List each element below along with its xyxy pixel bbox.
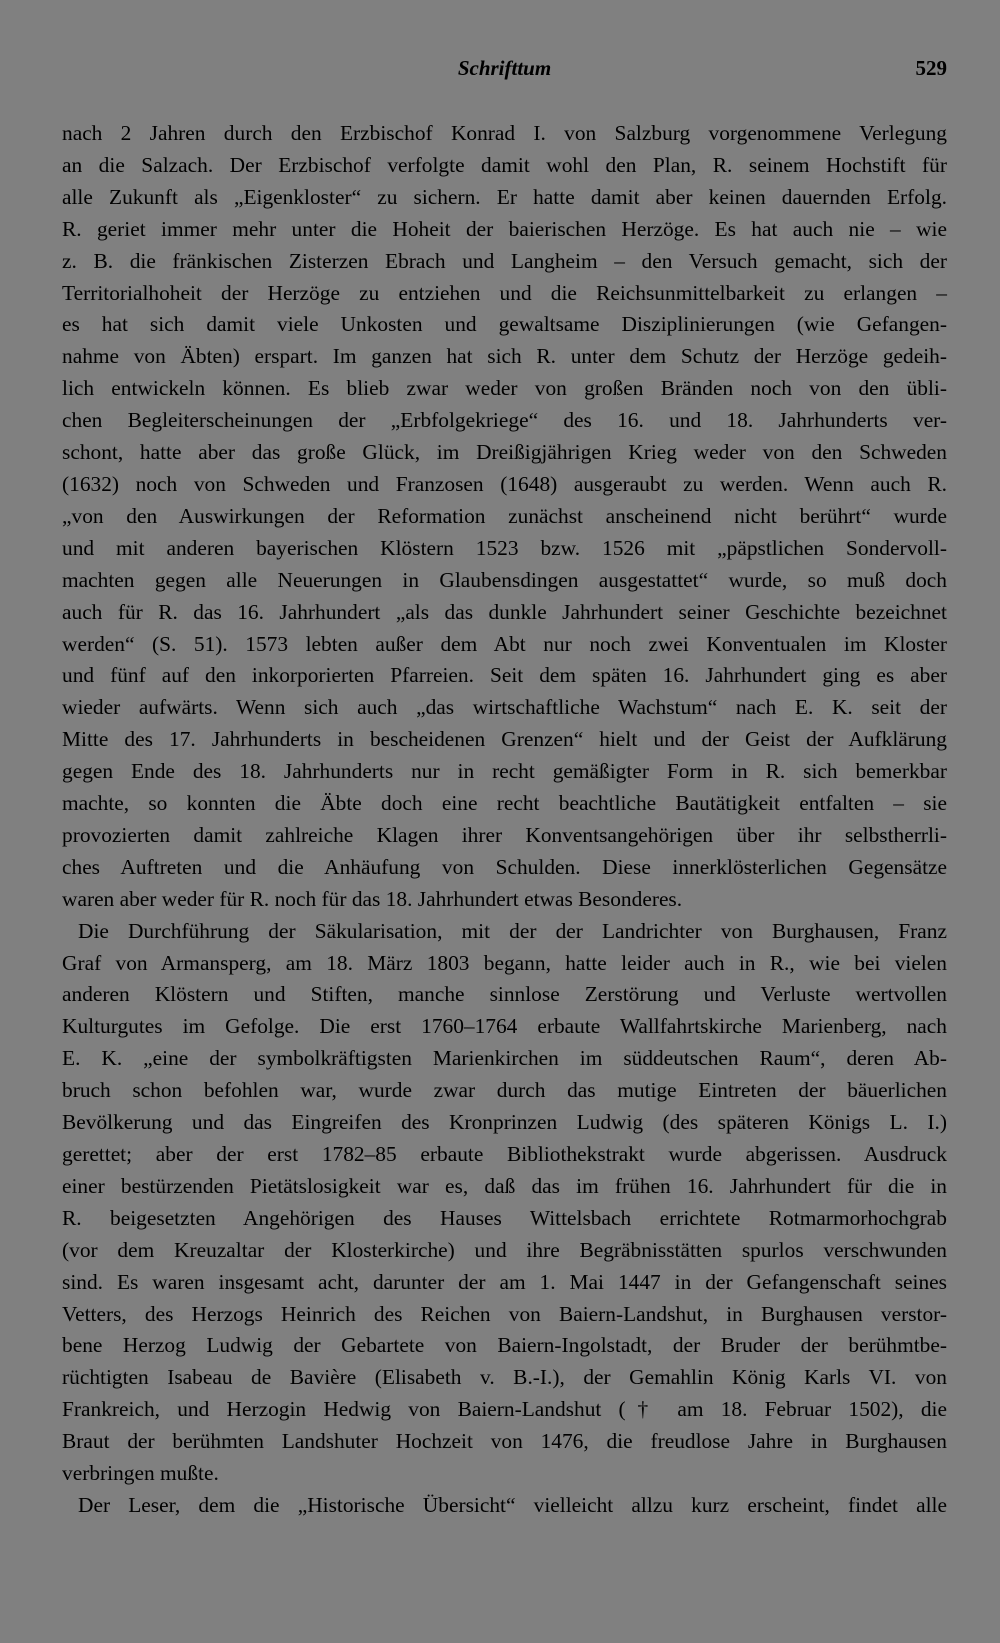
text-line: z. B. die fränkischen Zisterzen Ebrach und Langheim – den Versuch gemacht, sich der — [62, 248, 947, 273]
text-line: chen Begleiterscheinungen der „Erbfolgekriege“ des 16. und 18. Jahrhunderts ver- — [62, 408, 947, 433]
paragraph-start-line: Die Durchführung der Säkularisation, mit der der Landrichter von Burghausen, Franz — [78, 918, 947, 943]
text-line: E. K. „eine der symbolkräftigsten Marienkirchen im süddeutschen Raum“, deren Ab- — [62, 1046, 947, 1071]
text-line: an die Salzach. Der Erzbischof verfolgte damit wohl den Plan, R. seinem Hochstift für — [62, 152, 947, 177]
paragraph-end-line: waren aber weder für R. noch für das 18. Jahrhundert etwas Besonderes. — [62, 886, 683, 911]
text-line: (vor dem Kreuzaltar der Klosterkirche) und ihre Begräbnisstätten spurlos verschwunden — [62, 1237, 947, 1262]
text-line: Territorialhoheit der Herzöge zu entziehen und die Reichsunmittelbarkeit zu erlangen – — [62, 280, 947, 305]
text-line: machte, so konnten die Äbte doch eine recht beachtliche Bautätigkeit entfalten – sie — [62, 791, 947, 816]
text-line: gegen Ende des 18. Jahrhunderts nur in recht gemäßigter Form in R. sich bemerkbar — [62, 759, 947, 784]
text-line: gerettet; aber der erst 1782–85 erbaute Bibliothekstrakt wurde abgerissen. Ausdruck — [62, 1142, 947, 1166]
text-line: sind. Es waren insgesamt acht, darunter der am 1. Mai 1447 in der Gefangenschaft seines — [62, 1269, 947, 1294]
page-number: 529 — [915, 56, 947, 80]
text-line: auch für R. das 16. Jahrhundert „als das dunkle Jahrhundert seiner Geschichte bezeichnet — [62, 599, 947, 624]
text-line: und fünf auf den inkorporierten Pfarreien. Seit dem späten 16. Jahrhundert ging es aber — [62, 663, 947, 688]
text-line: nach 2 Jahren durch den Erzbischof Konrad I. von Salzburg vorgenommene Verlegung — [62, 121, 947, 145]
text-line: bruch schon befohlen war, wurde zwar durch das mutige Eintreten der bäuerlichen — [62, 1078, 947, 1103]
text-line: es hat sich damit viele Unkosten und gewaltsame Disziplinierungen (wie Gefangen- — [62, 312, 947, 337]
text-line: bene Herzog Ludwig der Gebartete von Baiern-Ingolstadt, der Bruder der berühmtbe- — [62, 1333, 947, 1358]
text-line: lich entwickeln können. Es blieb zwar weder von großen Bränden noch von den übli- — [62, 376, 947, 401]
text-line: anderen Klöstern und Stiften, manche sinnlose Zerstörung und Verluste wertvollen — [62, 982, 947, 1007]
text-line: und mit anderen bayerischen Klöstern 1523 bzw. 1526 mit „päpstlichen Sondervoll- — [62, 535, 947, 560]
text-line: schont, hatte aber das große Glück, im Dreißigjährigen Krieg weder von den Schweden — [62, 440, 947, 465]
running-title: Schrifttum — [457, 56, 552, 80]
text-line: R. geriet immer mehr unter die Hoheit der baierischen Herzöge. Es hat auch nie – wie — [62, 216, 947, 241]
text-line: (1632) noch von Schweden und Franzosen (1648) ausgeraubt zu werden. Wenn auch R. — [62, 471, 947, 496]
text-line: Frankreich, und Herzogin Hedwig von Baiern-Landshut († am 18. Februar 1502), die — [62, 1397, 947, 1422]
text-line: Kulturgutes im Gefolge. Die erst 1760–1764 erbaute Wallfahrtskirche Marienberg, nach — [62, 1014, 947, 1039]
text-line: nahme von Äbten) erspart. Im ganzen hat sich R. unter dem Schutz der Herzöge gedeih- — [62, 344, 947, 369]
text-line: provozierten damit zahlreiche Klagen ihrer Konventsangehörigen über ihr selbstherrli- — [62, 822, 947, 847]
text-line: „von den Auswirkungen der Reformation zunächst anscheinend nicht berührt“ wurde — [62, 503, 947, 528]
text-line: Graf von Armansperg, am 18. März 1803 begann, hatte leider auch in R., wie bei vielen — [62, 950, 947, 975]
text-line: Braut der berühmten Landshuter Hochzeit von 1476, die freudlose Jahre in Burghausen — [62, 1429, 947, 1454]
text-line: ches Auftreten und die Anhäufung von Schulden. Diese innerklösterlichen Gegensätze — [62, 854, 947, 879]
text-line: werden“ (S. 51). 1573 lebten außer dem Abt nur noch zwei Konventualen im Kloster — [62, 631, 947, 656]
text-line: Mitte des 17. Jahrhunderts in bescheidenen Grenzen“ hielt und der Geist der Aufklärung — [62, 727, 947, 752]
text-line: machten gegen alle Neuerungen in Glaubensdingen ausgestattet“ wurde, so muß doch — [62, 567, 947, 592]
text-line: R. beigesetzten Angehörigen des Hauses Wittelsbach errichtete Rotmarmorhochgrab — [62, 1205, 947, 1230]
paragraph-end-line: verbringen mußte. — [62, 1461, 219, 1486]
body-text — [62, 118, 947, 1522]
text-line: wieder aufwärts. Wenn sich auch „das wirtschaftliche Wachstum“ nach E. K. seit der — [62, 695, 947, 720]
text-line: einer bestürzenden Pietätslosigkeit war es, daß das im frühen 16. Jahrhundert für die in — [62, 1173, 947, 1198]
paragraph-start-line: Der Leser, dem die „Historische Übersicht“ vielleicht allzu kurz erscheint, findet alle — [78, 1492, 947, 1517]
text-line: Vetters, des Herzogs Heinrich des Reichen von Baiern-Landshut, in Burghausen verstor- — [62, 1301, 947, 1326]
text-line: rüchtigten Isabeau de Bavière (Elisabeth v. B.-I.), der Gemahlin König Karls VI. von — [62, 1365, 947, 1390]
text-line: Bevölkerung und das Eingreifen des Kronprinzen Ludwig (des späteren Königs L. I.) — [62, 1110, 947, 1135]
text-line: alle Zukunft als „Eigenkloster“ zu sichern. Er hatte damit aber keinen dauernden Erfolg. — [62, 184, 947, 209]
page-header — [62, 56, 947, 92]
